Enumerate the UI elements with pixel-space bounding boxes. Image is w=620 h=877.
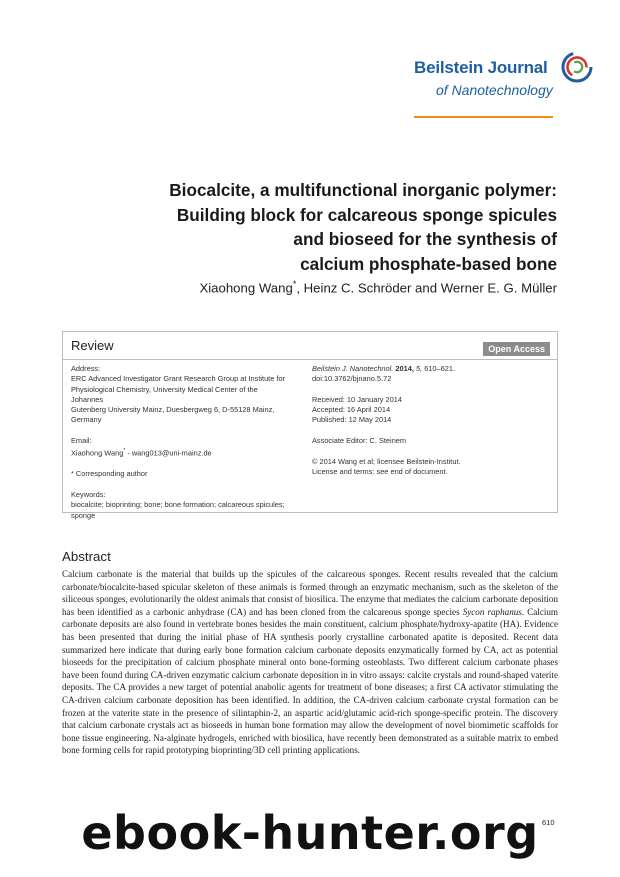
author-name: Xiaohong Wang [199, 280, 293, 296]
license-link[interactable]: License and terms: see end of document. [312, 466, 448, 476]
title-line: Biocalcite, a multifunctional inorganic polymer: [169, 180, 557, 200]
published-date: Published: 12 May 2014 [312, 415, 392, 425]
abstract-part: . Calcium carbonate deposits are also found in vertebrate bones besides the main constituent, calcium phosphate/hydroxy-apatite (HA). Evidence has been presented that during the initial phase of HA synthesis poorly crystalline carbonated apatite is deposited. Recent data summarized here indicate that during early bone formation calcium carbonate deposits enzymatically formed by CA, act as potential bioseeds for the precipitation of calcium phosphate mineral onto bone-forming osteoblasts. Two different calcium carbonate phases have been found during CA-driven enzymatic calcium carbonate deposition in in vitro assays: calcite crystals and round-shaped vaterite deposits. The CA provides a new target of potential anabolic agents for treatment of bone diseases; a first CA activator stimulating the CA-driven calcium carbonate deposition has been identified. In addition, the CA-driven calcium carbonate crystal formation can be frozen at the vaterite state in the presence of silintaphin-2, an aspartic acid/glutamic acid-rich sponge-specific protein. The discovery that calcium carbonate crystals act as bioseeds in human bone formation may allow the development of novel biomimetic scaffolds for bone tissue engineering. Na-alginate hydrogels, enriched with biosilica, have recently been demonstrated as a suitable matrix to embed bone forming cells for rapid prototyping bioprinting/3D cell printing applications. [62, 606, 559, 756]
author-list [199, 279, 557, 295]
swirl-inner-ring [570, 60, 584, 74]
abstract-heading: Abstract [62, 549, 111, 564]
citation-journal: Beilstein J. Nanotechnol. [312, 364, 394, 373]
info-left-column [71, 364, 289, 521]
journal-logo [414, 50, 594, 130]
abstract-text [62, 568, 558, 757]
accepted-date: Accepted: 16 April 2014 [312, 405, 391, 415]
address-line: ERC Advanced Investigator Grant Research Group at Institute for [71, 374, 286, 384]
email-label: Email: [71, 436, 92, 446]
address-line: Gutenberg University Mainz, Duesbergweg 6, D-55128 Mainz, [71, 405, 275, 415]
author-names-rest: , Heinz C. Schröder and Werner E. G. Müller [296, 280, 557, 296]
title-line: calcium phosphate-based bone [300, 253, 557, 274]
keywords-label: Keywords: [71, 490, 106, 500]
journal-underline [414, 116, 553, 118]
page-number: 610 [542, 818, 555, 827]
citation-pages: 610–621. [422, 364, 456, 373]
citation-volume: 5, [413, 364, 423, 373]
keywords-line: biocalcite; bioprinting; bone; bone formation; calcareous spicules; [71, 500, 285, 510]
article-info-box [62, 331, 558, 520]
address-line: Physiological Chemistry, University Medical Center of the Johannes [71, 384, 258, 404]
journal-subname: of Nanotechnology [436, 82, 553, 98]
email-name: Xiaohong Wang [71, 448, 124, 458]
address-label: Address: [71, 364, 101, 373]
abstract-part: Calcium carbonate is the material that builds up the spicules of the calcareous sponges. Recent results revealed that the calcium carbonate/biocalcite-based spicular skeleton of these animals is formed through an enzymatic mechanism, such as the skeleton of the siliceous sponges, evolutionarily the oldest animals that consist of biosilica. The enzyme that mediates the calcium carbonate deposition has been identified as a carbonic anhydrase (CA) and has been cloned from the calcareous sponge species [62, 569, 558, 617]
open-access-badge: Open Access [483, 342, 550, 356]
info-right-column [312, 364, 547, 477]
title-line: and bioseed for the synthesis of [293, 229, 557, 249]
citation [312, 364, 547, 374]
keywords-line: sponge [71, 510, 96, 520]
email-line [71, 446, 289, 459]
journal-name: Beilstein Journal [414, 58, 548, 77]
watermark: ebook-hunter.org [81, 806, 539, 860]
received-date: Received: 10 January 2014 [312, 394, 402, 404]
article-type: Review [71, 338, 114, 353]
journal-swirl-icon [560, 50, 594, 84]
associate-editor: Associate Editor: C. Steinem [312, 436, 407, 446]
corresponding-author-note: * Corresponding author [71, 469, 148, 479]
email-mark: * [123, 448, 126, 455]
doi-link[interactable]: doi:10.3762/bjnano.5.72 [312, 374, 392, 384]
title-line: Building block for calcareous sponge spicules [176, 204, 557, 225]
corresponding-mark: * [292, 279, 297, 289]
citation-year: 2014, [393, 364, 414, 373]
copyright: © 2014 Wang et al; licensee Beilstein-Institut. [312, 456, 461, 466]
address-line: Germany [71, 415, 102, 425]
article-title [137, 178, 557, 276]
species-name: Sycon raphanus [462, 606, 522, 617]
divider [63, 359, 557, 360]
email-address-link[interactable]: - wang013@uni-mainz.de [125, 448, 212, 458]
